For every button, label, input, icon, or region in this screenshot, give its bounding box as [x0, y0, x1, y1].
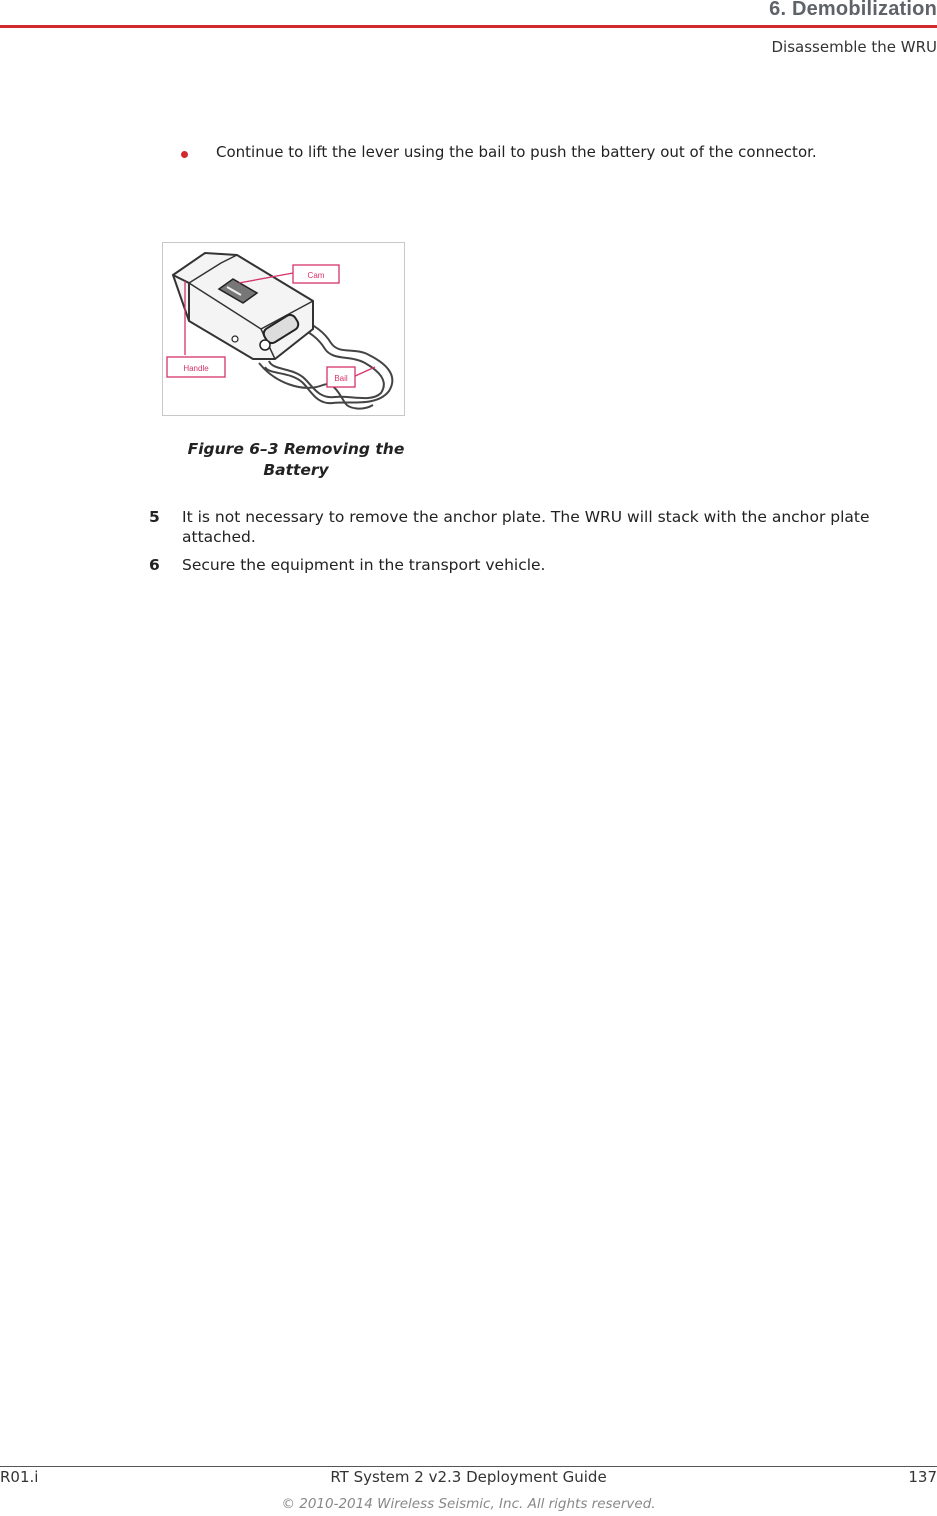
page-number: 137	[908, 1468, 937, 1486]
step-number: 5	[149, 508, 160, 526]
footer-rule	[0, 1466, 937, 1467]
footer-doc-title: RT System 2 v2.3 Deployment Guide	[330, 1468, 607, 1486]
figure-caption-line-2: Battery	[263, 461, 329, 479]
callout-bail: Bail	[334, 374, 348, 383]
callout-cam: Cam	[307, 271, 325, 280]
figure-caption	[162, 439, 430, 481]
copyright-notice: © 2010-2014 Wireless Seismic, Inc. All rights reserved.	[281, 1496, 656, 1512]
step-text: Secure the equipment in the transport vehicle.	[182, 556, 546, 574]
section-title: Disassemble the WRU	[771, 38, 937, 56]
header-rule	[0, 25, 937, 28]
step-number: 6	[149, 556, 160, 574]
step-text: It is not necessary to remove the anchor plate. The WRU will stack with the anchor plate attached.	[182, 508, 870, 546]
figure-battery-removal	[162, 242, 405, 416]
bullet-dot-icon	[181, 151, 188, 158]
bullet-text: Continue to lift the lever using the bail to push the battery out of the connector.	[216, 143, 817, 161]
callout-handle: Handle	[183, 364, 209, 373]
battery-illustration	[163, 243, 404, 415]
footer-revision: R01.i	[0, 1468, 39, 1486]
chapter-title: 6. Demobilization	[769, 0, 937, 20]
figure-caption-line-1: Figure 6–3 Removing the	[187, 440, 405, 458]
